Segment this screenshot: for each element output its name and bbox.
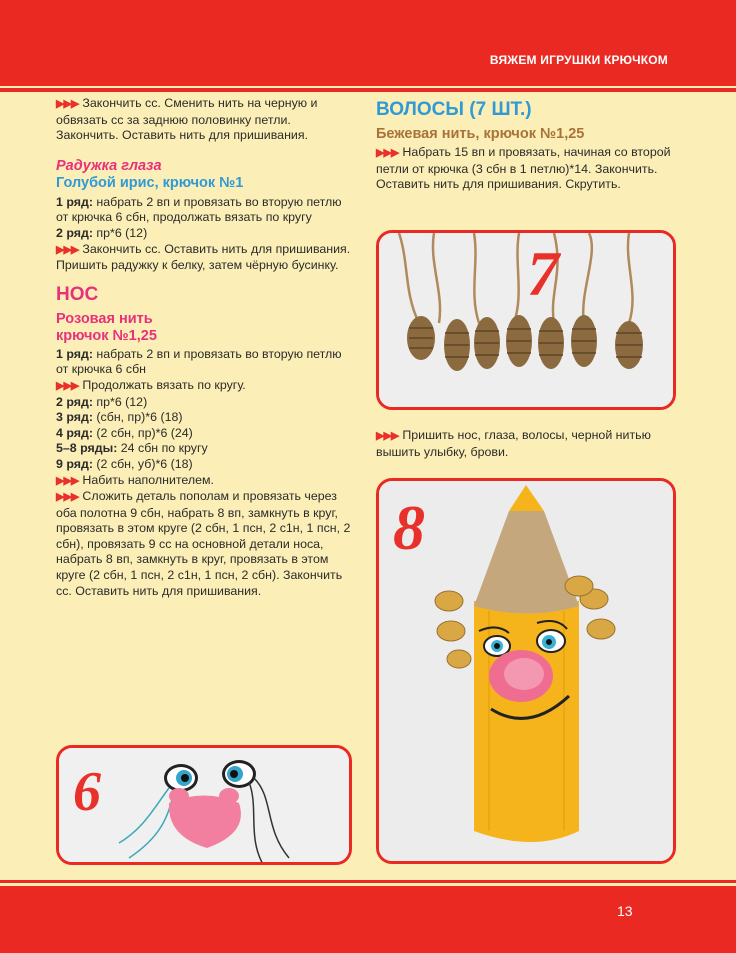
iris-row2: 2 ряд: пр*6 (12) xyxy=(56,225,148,240)
nose-fold: ▶▶▶ Сложить деталь пополам и провязать через оба полотна 9 сбн, набрать 8 вп, замкнуть в круг, провязать в этом круге (2 сбн, 1 псн, 2 с1н, 1 псн, 2 сбн), провязать 9 сс на основной детали носа, набрать 8 вп, замкнуть в круг, провязать в этом круге (2 сбн, 1 псн, 2 с1н, 1 псн, 2 сбн). Закончить сс. Оставить нить для пришивания. xyxy=(56,489,351,598)
photo7-number: 7 xyxy=(527,238,559,309)
arrow-icon: ▶▶▶ xyxy=(56,98,79,110)
header-title: ВЯЖЕМ ИГРУШКИ КРЮЧКОМ xyxy=(489,53,668,67)
photo-finished-toy xyxy=(376,478,676,864)
arrow-icon: ▶▶▶ xyxy=(376,147,399,159)
sew-paragraph: ▶▶▶ Пришить нос, глаза, волосы, черной нитью вышить улыбку, брови. xyxy=(376,428,651,459)
nose-subtitle-2: крючок №1,25 xyxy=(56,327,157,344)
nose-row1: 1 ряд: набрать 2 вп и провязать во вторую петлю от крючка 6 сбн xyxy=(56,346,342,377)
hair-subtitle: Бежевая нить, крючок №1,25 xyxy=(376,126,585,142)
iris-subtitle: Голубой ирис, крючок №1 xyxy=(56,174,244,191)
photo-hair-curls xyxy=(376,230,676,410)
nose-row9: 9 ряд: (2 сбн, уб)*6 (18) xyxy=(56,456,193,471)
footer-divider xyxy=(0,880,736,883)
nose-row3: 3 ряд: (сбн, пр)*6 (18) xyxy=(56,410,183,425)
iris-finish: ▶▶▶ Закончить сс. Оставить нить для пришивания. Пришить радужку к белку, затем чёрную бусинку. xyxy=(56,241,351,273)
nose-title: НОС xyxy=(56,283,99,305)
hair-text: ▶▶▶ Набрать 15 вп и провязать, начиная со второй петли от крючка (3 сбн в 1 петлю)*14. Закончить. Оставить нить для пришивания. Скрутить. xyxy=(376,145,671,192)
arrow-icon: ▶▶▶ xyxy=(56,243,79,256)
nose-step-round: ▶▶▶ Продолжать вязать по кругу. xyxy=(56,377,246,392)
nose-stuff: ▶▶▶ Набить наполнителем. xyxy=(56,472,214,487)
nose-row4: 4 ряд: (2 сбн, пр)*6 (24) xyxy=(56,425,193,440)
photo6-number: 6 xyxy=(73,761,101,823)
footer-bar xyxy=(0,886,736,953)
arrow-icon: ▶▶▶ xyxy=(56,474,79,487)
iris-title: Радужка глаза xyxy=(56,157,162,174)
nose-row2: 2 ряд: пр*6 (12) xyxy=(56,394,148,409)
photo-eyes-nose xyxy=(56,745,352,865)
arrow-icon: ▶▶▶ xyxy=(56,379,79,392)
eye-left-illustration xyxy=(164,764,198,792)
photo8-number: 8 xyxy=(393,492,425,563)
eye-right-illustration xyxy=(222,760,256,788)
intro-paragraph: ▶▶▶ Закончить сс. Сменить нить на черную и обвязать сс за заднюю половинку петли. Закончить. Оставить нить для пришивания. xyxy=(56,96,318,143)
hair-title: ВОЛОСЫ (7 ШТ.) xyxy=(376,99,532,120)
arrow-icon: ▶▶▶ xyxy=(376,430,399,442)
header-divider xyxy=(0,88,736,92)
header-bar xyxy=(0,0,736,86)
right-column xyxy=(376,98,676,193)
nose-subtitle-1: Розовая нить xyxy=(56,310,153,327)
arrow-icon: ▶▶▶ xyxy=(56,491,79,504)
iris-row1: 1 ряд: набрать 2 вп и провязать во вторую петлю от крючка 6 сбн, продолжать вязать по кругу xyxy=(56,194,342,225)
nose-row5-8: 5–8 ряды: 24 сбн по кругу xyxy=(56,441,208,456)
left-column xyxy=(56,96,351,599)
page-number: 13 xyxy=(617,903,633,919)
